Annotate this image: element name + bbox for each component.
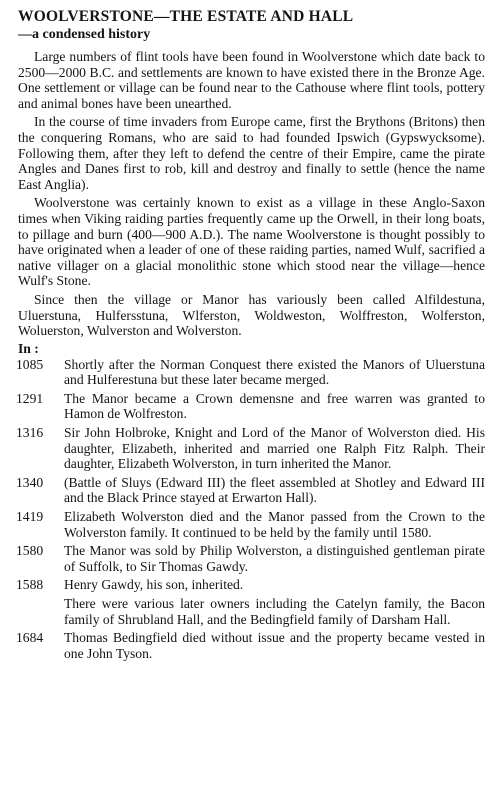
timeline-year: 1085	[16, 356, 44, 372]
timeline-text: The Manor became a Crown demensne and free warren was granted to Hamon de Wolfreston.	[64, 390, 485, 422]
timeline-entry	[18, 391, 485, 422]
timeline-text: Henry Gawdy, his son, inherited.	[64, 577, 244, 593]
timeline-entry	[18, 577, 485, 593]
page-subtitle: —a condensed history	[18, 27, 151, 42]
timeline-entry	[18, 425, 485, 472]
timeline-intro-label: In :	[18, 340, 39, 356]
timeline-year: 1419	[16, 509, 44, 525]
timeline-year: 1340	[16, 474, 44, 490]
timeline-entry	[18, 596, 485, 627]
timeline-text: Thomas Bedingfield died without issue and the property became vested in one John Tyson.	[64, 630, 485, 661]
paragraph-anglo-saxon: Woolverstone was certainly known to exist as a village in these Anglo-Saxon times when Viking raiding parties frequently came up the Orwell, in their long boats, to pillage and burn (400—900 A.D.). The name Woolverstone is thought possibly to have originated when a leader of one of these raiding parties, named Wulf, sacrified a native villager on a glacial monolithic stone which stood near the village—hence Wulf's Stone.	[18, 195, 485, 289]
timeline-year: 1580	[16, 543, 44, 559]
page-title: WOOLVERSTONE—THE ESTATE AND HALL	[18, 8, 354, 25]
paragraph-invaders: In the course of time invaders from Europe came, first the Brythons (Britons) then the conquering Romans, who are said to had founded Ipswich (Gypswycksome). Following them, after they left to defend the centre of their Empire, came the pirate Angles and Danes first to rob, kill and destroy and finally to settle (hence the name East Anglia).	[18, 114, 485, 192]
timeline-text: There were various later owners including the Catelyn family, the Bacon family of Shrubland Hall, and the Bedingfield family of Darsham Hall.	[64, 596, 485, 627]
timeline-year: 1588	[16, 577, 44, 593]
timeline-year: 1291	[16, 390, 44, 406]
timeline-text: Elizabeth Wolverston died and the Manor passed from the Crown to the Wolverston family. It continued to be held by the family until 1580.	[64, 509, 485, 540]
timeline-text: The Manor was sold by Philip Wolverston, a distinguished gentleman pirate of Suffolk, to Sir Thomas Gawdy.	[64, 543, 485, 574]
paragraph-prehistory: Large numbers of flint tools have been found in Woolverstone which date back to 2500—2000 B.C. and settlements are known to have existed there in the Bronze Age. One settlement or village can be found near to the Cathouse where flint tools, pottery and animal bones have been unearthed.	[18, 49, 485, 111]
timeline-text: (Battle of Sluys (Edward III) the fleet assembled at Shotley and Edward III and the Black Prince stayed at Erwarton Hall).	[64, 474, 485, 506]
timeline-text: Shortly after the Norman Conquest there existed the Manors of Uluerstuna and Hulferestuna but these later became merged.	[64, 356, 485, 388]
timeline-year	[16, 596, 64, 627]
timeline-entry	[18, 475, 485, 506]
timeline-list	[18, 357, 485, 662]
timeline-entry	[18, 543, 485, 574]
timeline-entry	[18, 357, 485, 388]
timeline-entry	[18, 509, 485, 540]
timeline-text: Sir John Holbroke, Knight and Lord of the Manor of Wolverston died. His daughter, Elizabeth, inherited and married one Ralph Fitz Ralph. Their daughter, Elizabeth Wolverston, in turn inherited the Manor.	[64, 425, 485, 472]
timeline-year: 1684	[16, 630, 44, 646]
timeline-entry	[18, 630, 485, 661]
paragraph-names: Since then the village or Manor has variously been called Alfildestuna, Uluerstuna, Hulfersstuna, Wlferston, Woldweston, Wolffreston, Wolferston, Woluerston, Wulverston and Wolverston.	[18, 291, 485, 339]
timeline-year: 1316	[16, 425, 44, 441]
